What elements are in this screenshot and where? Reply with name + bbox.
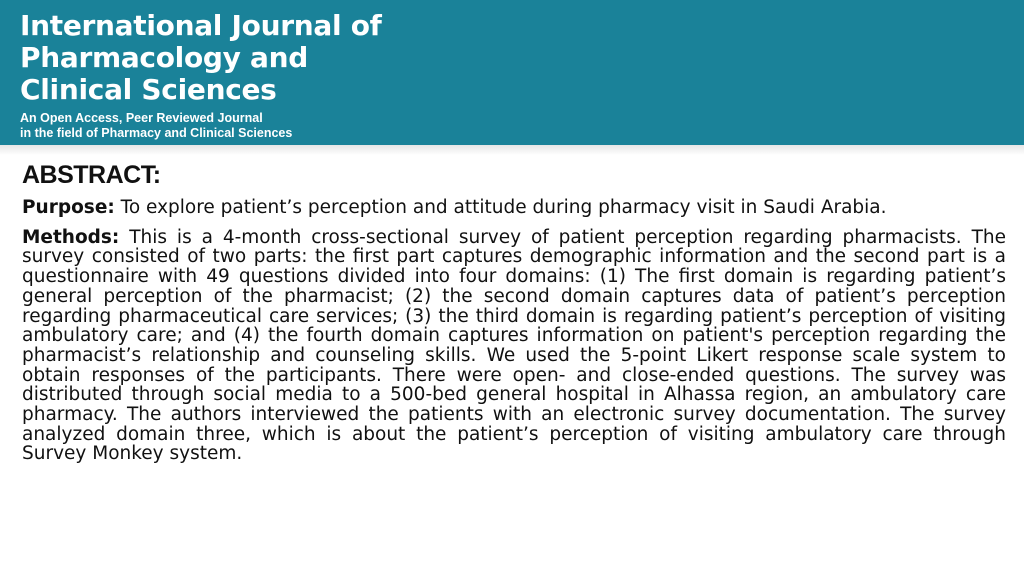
methods-label: Methods:	[22, 226, 120, 248]
abstract-heading: ABSTRACT:	[22, 161, 161, 189]
journal-subtitle-line-1: An Open Access, Peer Reviewed Journal	[20, 111, 263, 125]
abstract-section	[22, 160, 1006, 474]
journal-title-line-1: International Journal of	[20, 9, 382, 42]
journal-subtitle	[20, 111, 1024, 141]
journal-title-line-3: Clinical Sciences	[20, 73, 277, 106]
purpose-label: Purpose:	[22, 197, 115, 218]
journal-title	[20, 10, 480, 106]
methods-paragraph	[22, 228, 1006, 464]
journal-header-banner	[0, 0, 1024, 145]
purpose-text: To explore patient’s perception and attitude during pharmacy visit in Saudi Arabia.	[120, 197, 887, 218]
methods-text: This is a 4-month cross-sectional survey of patient perception regarding pharmacists. The survey consisted of two parts: the first part captures demographic information and the second part is a questionnaire with 49 questions divided into four domains: (1) The first domain is regarding patient’s general perception of the pharmacist; (2) the second domain captures data of patient’s perception regarding pharmaceutical care services; (3) the third domain is regarding patient’s perception of visiting ambulatory care; and (4) the fourth domain captures information on patient's perception regarding the pharmacist’s relationship and counseling skills. We used the 5-point Likert response scale system to obtain responses of the participants. There were open- and close-ended questions. The survey was distributed through social media to a 500-bed general hospital in Alhassa region, an ambulatory care pharmacy. The authors interviewed the patients with an electronic survey documentation. The survey analyzed domain three, which is about the patient’s perception of visiting ambulatory care through Survey Monkey system.	[22, 226, 1006, 465]
banner-divider	[0, 145, 1024, 155]
journal-title-line-2: Pharmacology and	[20, 41, 309, 74]
purpose-paragraph	[22, 198, 1006, 218]
journal-subtitle-line-2: in the field of Pharmacy and Clinical Sciences	[20, 126, 293, 140]
